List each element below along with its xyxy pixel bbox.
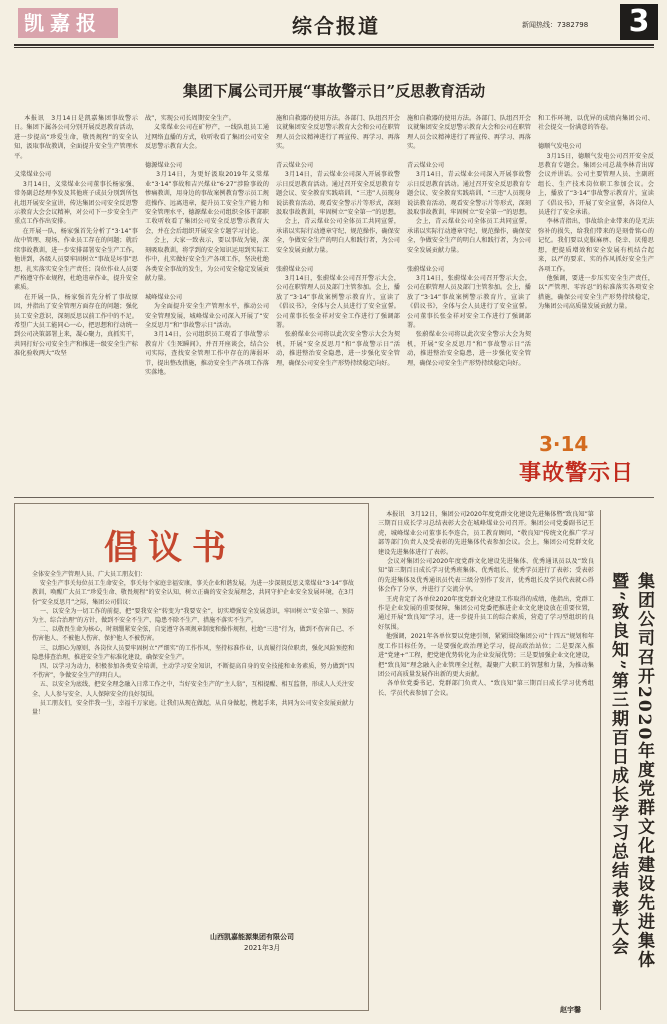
article-column-2: 战”，实现公司长周期安全生产。 义棠煤业公司在矿停产，一线队组员工通过网络直播的方式，收听收看了集团公司安全反思警示教育大会。 德源煤业公司 3月14日，为更好汲取2019年义棠煤业“3·14”事故和吉兴煤业“6·27”涉险事故的惨痛教训，用身边的事故案例教育警示员工规范操作、远离违章，提升员工安全生产能力和安全管理水平，德源煤业公司组织全体干部职工收听收看了集团公司安全反思警示教育大会，并在会后组织开展安全专题学习讨论。 会上，大家一致表示，要以事故为镜，深刻吸取教训，将学到的安全知识运用到实际工作中，扎实做好安全生产各项工作，坚决杜绝各类安全事故的发生，为公司安全稳定发展贡献力量。 城峰煤业公司 为全面提升安全生产管理水平，推动公司安全管理发展，城峰煤业公司深入开展了“安全反思月”和“事故警示日”活动。 3月14日，公司组织员工观看了事故警示教育片《生死瞬间》，并召开座谈会，结合公司实际，查找安全管理工作中存在的薄弱环节，提出整改措施，推动安全生产各项工作落实落地。 xyxy=(145,115,269,376)
news-hotline: 新闻热线：7382798 xyxy=(522,21,589,29)
proposal-body: 全体安全生产管理人员、广大员工朋友们： 安全生产事关每位员工生命安全，事关每个家庭幸福安康，事关企业和谐发展。为进一步深刻反思义棠煤业“3·14”事故教训，唤醒广大员工“珍爱生命、敬畏规程”的安全认知，树立正确的安全发展理念，共同守护企业安全发展环境，在3月份“安全反思月”之际，集团公司倡议： 一、以安全为一切工作的前提，把“要我安全”转变为“我要安全”，切实增强安全发展意识，牢固树立“安全第一、预防为主、综合治理”的方针，做到不安全不生产、隐患不除不生产、措施不落实不生产。 二、以敬畏生命为核心，时刻绷紧安全弦，自觉遵守各项规章制度和操作规程，杜绝“三违”行为，做到不伤害自己、不伤害他人、不被他人伤害、保护他人不被伤害。 三、以细心为原则，各岗位人员要牢固树立“严细实”的工作作风，坚持标准作业，认真履行岗位职责，强化风险预控和隐患排查治理，推进安全生产标准化建设，确保安全生产。 四、以学习为动力，积极参加各类安全培训，主动学习安全知识，不断提高自身的安全技能和业务素质，努力做到“四不伤害”，争做安全生产的明白人。 五、以安全为底线，把安全理念融入日常工作之中，当好安全生产的“主人翁”，互相提醒、相互监督，形成人人关注安全、人人参与安全、人人保障安全的良好氛围。 员工朋友们，安全伴我一生，幸福千万家庭。让我们从现在做起，从自身做起，携起手来，共同为公司安全发展贡献力量！ xyxy=(32,571,354,717)
accident-day-stamp xyxy=(519,432,653,486)
vertical-divider xyxy=(600,510,601,1010)
award-headline-line2: 暨“致良知”第三期百日成长学习总结表彰大会 xyxy=(608,572,628,957)
proposal-title: 倡议书 xyxy=(104,528,236,568)
article-column-4: 施和自救器的使用方法。各部门、队组召开会议就集团安全反思警示教育大会和公司在职管理人员会议精神进行了再宣传、再学习、再落实。 青云煤业公司 3月14日，青云煤业公司深入开展事故警示日反思教育活动。通过召开安全反思教育专题会议、安全教育实践培训、“三违”人员现身说法教育活动、观看安全警示片等形式，深刻汲取事故教训，牢固树立“安全第一”的思想。 会上，青云煤业公司全体员工共同宣誓，承诺以实际行动遵章守纪、规范操作，确保安全，争做安全生产的明白人和践行者，为公司安全发展贡献力量。 张蔚煤业公司 3月14日，张蔚煤业公司召开警示大会，公司在职管理人员及部门主管参加。会上，播放了“3·14”事故案例警示教育片，宣读了《倡议书》，全体与会人员进行了安全宣誓。公司董事长张金祥对安全工作进行了强调部署。 张蔚煤业公司将以此次安全警示大会为契机，开展“安全反思月”和“事故警示日”活动，推进整治安全隐患，进一步强化安全管理，确保公司安全生产形势持续稳定向好。 xyxy=(407,115,531,367)
article-column-5: 和工作环境，以优异的成绩向集团公司、社会提交一份满意的答卷。 德顺气发电公司 3月15日，德顺气发电公司召开安全反思教育专题会。集团公司总裁李林青出席会议并讲话。公司主要管理人员、主副班组长、生产技术岗位职工参加会议。会上，播放了“3·14”事故警示教育片，宣读了《倡议书》，开展了安全宣誓，各岗位人员进行了安全承诺。 李林青指出，事故给企业带来的是无法弥补的损失，给我们带来的是刻骨铭心的记忆。我们要以克服麻痹、侥幸、厌倦思想，把提质增效和安全发展有机结合起来，以严的要求、实的作风抓好安全生产各项工作。 他强调，要进一步压实安全生产责任，以“严管理、零容忍”的标准落实各项安全措施，确保公司安全生产形势持续稳定，为集团公司高质量发展贡献力量。 xyxy=(538,115,654,311)
header-rule-thin xyxy=(14,47,654,48)
proposal-date: 2021年3月 xyxy=(244,944,281,952)
award-headline-line1: 集团公司召开2020年度党群文化建设先进集体 xyxy=(634,572,654,970)
main-headline: 集团下属公司开展“事故警示日”反思教育活动 xyxy=(182,82,486,100)
masthead-logo: 凯嘉报 xyxy=(18,8,118,38)
author-byline: 赵宇馨 xyxy=(560,1006,581,1014)
section-divider xyxy=(14,497,654,498)
stamp-title: 事故警示日 xyxy=(519,461,635,486)
page-number: 3 xyxy=(620,4,658,40)
header-rule xyxy=(14,44,654,46)
article-column-1: 本报讯 3月14日是凯嘉集团事故警示日。集团下属各公司分别开展反思教育活动，进一步提高“珍爱生命，敬畏规程”的安全认知，汲取事故教训，全面提升安全生产管理水平。 义棠煤业公司 3月14日，义棠煤业公司董事长杨家强、常务副总经理李发及其他班子成员分别到所包扎组开展安全宣讲，传达集团公司安全反思警示教育大会会议精神，对公司下一步安全生产重点工作作出安排。 在开展一队，杨家强首先分析了“3·14”事故中管理、现场、作业员工存在的问题；就后续事故教训，进一步安排部署安全生产工作。他讲到，各级人员要牢固树立“事故是坏事”思想，扎实落实安全生产责任；岗位作业人员要严格遵守作业规程，杜绝违章作业，提升安全素质。 在开展一队，杨家强首先分析了事故原因，并指出了安全管理方面存在的问题；强化员工安全意识，深刻反思以前工作中的不足。希望广大员工能同心一心，把思想和行动统一到公司决策部署上来，凝心聚力，真抓实干，共同打好公司安全生产和推进一级安全生产标准化验收两大“攻坚 xyxy=(14,115,138,358)
section-title: 综合报道 xyxy=(292,14,380,38)
stamp-date: 3·14 xyxy=(539,432,589,456)
article-column-3: 施和自救器的使用方法。各部门、队组召开会议就集团安全反思警示教育大会和公司在职管理人员会议精神进行了再宣传、再学习、再落实。 青云煤业公司 3月14日，青云煤业公司深入开展事故警示日反思教育活动。通过召开安全反思教育专题会议、安全教育实践培训、“三违”人员现身说法教育活动、观看安全警示片等形式，深刻汲取事故教训，牢固树立“安全第一”的思想。 会上，青云煤业公司全体员工共同宣誓，承诺以实际行动遵章守纪、规范操作，确保安全，争做安全生产的明白人和践行者，为公司安全发展贡献力量。 张蔚煤业公司 3月14日，张蔚煤业公司召开警示大会，公司在职管理人员及部门主管参加。会上，播放了“3·14”事故案例警示教育片，宣读了《倡议书》，全体与会人员进行了安全宣誓。公司董事长张金祥对安全工作进行了强调部署。 张蔚煤业公司将以此次安全警示大会为契机，开展“安全反思月”和“事故警示日”活动，推进整治安全隐患，进一步强化安全管理，确保公司安全生产形势持续稳定向好。 xyxy=(276,115,400,367)
proposal-signer: 山西凯嘉能源集团有限公司 xyxy=(210,933,294,941)
award-article: 本报讯 3月12日，集团公司2020年度党群文化建设先进集体暨“致良知”第三期百日成长学习总结表彰大会在城峰煤业公司召开。集团公司党委副书记王虎，城峰煤业公司董事长李连合，员工教育顾问，“敬良知”传统文化推广学习部等部门负责人及受表彰的先进集体代表参加会议。会上，集团公司党群文化建设先进集体进行了表彰。 会议对集团公司2020年度党群文化建设先进集体、优秀通讯员以及“致良知”第三期百日成长学习优秀班集体、优秀组长、优秀学员进行了表彰；受表彰的先进集体及优秀通讯员代表三级分别作了发言，优秀组长及学员代表就心得体会作了分享，并进行了交流分享。 王虎肯定了各单位2020年度党群文化建设工作取得的成绩，他指出，党群工作是企业发展的重要保障，集团公司党委把推进企业文化建设放在重要位置，通过开展“致良知”学习，进一步提升员工的综合素质，营造了学习型组织的良好氛围。 他强调，2021年各单位要以党建引领，紧紧围绕集团公司“十四五”规划和年度工作目标任务，一是要强化政治理论学习，提高政治站位；二是要深入推进“党建+”工程，把党建优势转化为企业发展优势；三是要加强企业文化建设，把“致良知”理念融入企业管理全过程，凝聚广大职工的智慧和力量，为推动集团公司高质量发展作出新的更大贡献。 各单位党委书记、党群部门负责人、“致良知”第三期百日成长学习优秀组长、学员代表参加了会议。 xyxy=(378,511,594,697)
